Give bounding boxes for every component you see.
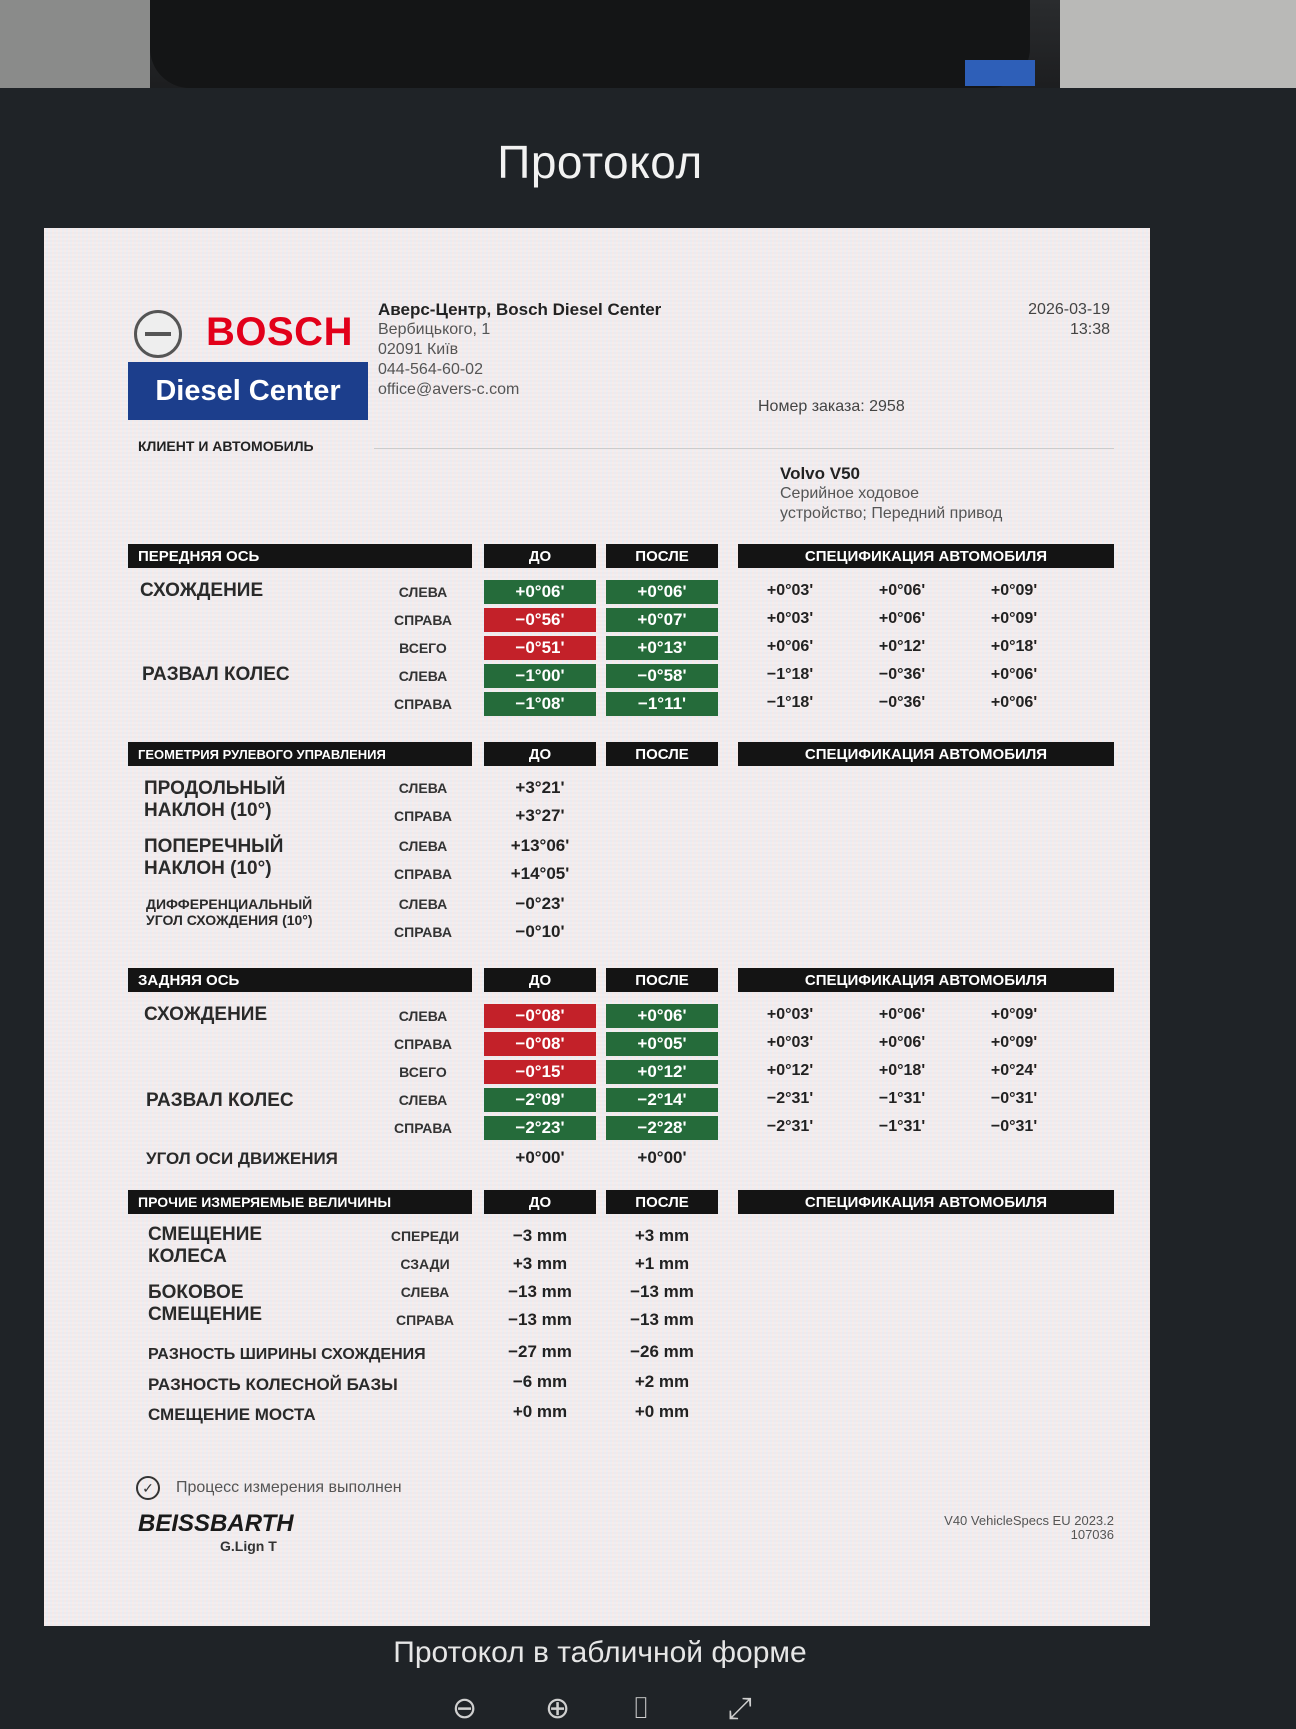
vehicle-desc-2: устройство; Передний привод [780, 505, 1003, 522]
front-spec-header: СПЕЦИФИКАЦИЯ АВТОМОБИЛЯ [738, 544, 1114, 568]
caster-label-line1: ПРОДОЛЬНЫЙ [144, 778, 286, 799]
spec-min: −2°31' [766, 1090, 814, 1107]
front-toe-left-after: +0°06' [606, 580, 718, 604]
rear-after-header: ПОСЛЕ [606, 968, 718, 992]
front-camber-left-after: −0°58' [606, 664, 718, 688]
thrust-angle-after: +0°00' [637, 1148, 687, 1167]
spec-min: −2°31' [766, 1118, 814, 1135]
other-after-header: ПОСЛЕ [606, 1190, 718, 1214]
steering-after-header: ПОСЛЕ [606, 742, 718, 766]
front-toe-total-after: +0°13' [606, 636, 718, 660]
front-after-header: ПОСЛЕ [606, 544, 718, 568]
company-name: Аверс-Центр, Bosch Diesel Center [378, 300, 662, 319]
spec-max: −0°31' [990, 1090, 1038, 1107]
wheelbase-diff-label: РАЗНОСТЬ КОЛЕСНОЙ БАЗЫ [148, 1375, 398, 1394]
setback-front-before: −3 mm [512, 1226, 568, 1245]
front-row-side: ВСЕГО [399, 640, 447, 656]
vehicle-info [780, 464, 1002, 524]
spec-max: +0°09' [990, 610, 1038, 627]
other-row-side: СЗАДИ [400, 1256, 450, 1272]
spec-max: +0°18' [990, 638, 1038, 655]
spec-nominal: −1°31' [878, 1118, 926, 1135]
front-toe-label: СХОЖДЕНИЕ [140, 580, 264, 601]
spec-max: +0°06' [990, 694, 1038, 711]
front-camber-left-before: −1°00' [484, 664, 596, 688]
toe-diff-label-line2: УГОЛ СХОЖДЕНИЯ (10°) [146, 912, 313, 928]
front-camber-label: РАЗВАЛ КОЛЕС [142, 664, 290, 685]
sai-left-before: +13°06' [510, 836, 570, 855]
spec-min: +0°06' [766, 638, 814, 655]
fit-page-icon[interactable]: ⌷ [632, 1692, 650, 1725]
lateral-label-line2: СМЕЩЕНИЕ [148, 1304, 263, 1325]
spec-nominal: +0°18' [878, 1062, 926, 1079]
axle-offset-after: +0 mm [634, 1402, 690, 1421]
spec-nominal: −0°36' [878, 666, 926, 683]
photo-background [0, 0, 1296, 92]
vehicle-model: Volvo V50 [780, 464, 860, 483]
front-toe-right-after: +0°07' [606, 608, 718, 632]
spec-nominal: +0°12' [878, 638, 926, 655]
track-diff-after: −26 mm [630, 1342, 694, 1361]
rear-toe-total-after: +0°12' [606, 1060, 718, 1084]
toe-diff-right-before: −0°10' [515, 922, 565, 941]
spec-max: +0°09' [990, 582, 1038, 599]
other-before-header: ДО [484, 1190, 596, 1214]
spec-nominal: −0°36' [878, 694, 926, 711]
beissbarth-logo: BEISSBARTH [138, 1510, 294, 1537]
sai-label-line2: НАКЛОН (10°) [144, 858, 272, 879]
company-info [378, 300, 661, 400]
viewer-toolbar [0, 1692, 1296, 1729]
spec-source-line1: V40 VehicleSpecs EU 2023.2 [944, 1513, 1114, 1528]
front-row-side: СПРАВА [394, 696, 452, 712]
rear-row-side: СПРАВА [394, 1120, 452, 1136]
axle-offset-label: СМЕЩЕНИЕ МОСТА [148, 1405, 316, 1424]
other-header: ПРОЧИЕ ИЗМЕРЯЕМЫЕ ВЕЛИЧИНЫ [128, 1190, 472, 1214]
order-number: Номер заказа: 2958 [758, 398, 905, 415]
front-row-side: СПРАВА [394, 612, 452, 628]
front-toe-left-before: +0°06' [484, 580, 596, 604]
view-caption: Протокол в табличной форме [393, 1636, 807, 1669]
process-status-text: Процесс измерения выполнен [176, 1479, 402, 1496]
rear-toe-label: СХОЖДЕНИЕ [144, 1004, 268, 1025]
rear-camber-left-after: −2°14' [606, 1088, 718, 1112]
rear-camber-left-before: −2°09' [484, 1088, 596, 1112]
spec-nominal: −1°31' [878, 1090, 926, 1107]
company-phone: 044-564-60-02 [378, 361, 483, 378]
spec-nominal: +0°06' [878, 582, 926, 599]
zoom-in-icon[interactable]: ⊕ [545, 1692, 571, 1725]
steering-row-side: СПРАВА [394, 808, 452, 824]
lateral-right-after: −13 mm [630, 1310, 694, 1329]
spec-source-line2: 107036 [1070, 1527, 1114, 1542]
galign-logo: G.Lign T [220, 1538, 277, 1554]
rear-camber-right-after: −2°28' [606, 1116, 718, 1140]
spec-min: −1°18' [766, 666, 814, 683]
company-address-2: 02091 Київ [378, 341, 459, 358]
spec-max: +0°09' [990, 1006, 1038, 1023]
spec-min: +0°03' [766, 1006, 814, 1023]
rear-row-side: СЛЕВА [398, 1092, 448, 1108]
other-row-side: СПЕРЕДИ [390, 1228, 460, 1244]
rear-spec-header: СПЕЦИФИКАЦИЯ АВТОМОБИЛЯ [738, 968, 1114, 992]
setback-label-line2: КОЛЕСА [148, 1246, 227, 1267]
divider [374, 448, 1114, 449]
thrust-angle-before: +0°00' [515, 1148, 565, 1167]
spec-nominal: +0°06' [878, 1006, 926, 1023]
rear-toe-right-after: +0°05' [606, 1032, 718, 1056]
front-row-side: СЛЕВА [398, 584, 448, 600]
rear-toe-total-before: −0°15' [484, 1060, 596, 1084]
spec-source [804, 1514, 1114, 1542]
diesel-center-logo: Diesel Center [128, 362, 368, 420]
report-time: 13:38 [1069, 321, 1110, 338]
rear-toe-left-after: +0°06' [606, 1004, 718, 1028]
front-before-header: ДО [484, 544, 596, 568]
spec-max: −0°31' [990, 1118, 1038, 1135]
rear-row-side: ВСЕГО [399, 1064, 447, 1080]
other-spec-header: СПЕЦИФИКАЦИЯ АВТОМОБИЛЯ [738, 1190, 1114, 1214]
sai-label [144, 836, 283, 880]
protocol-document[interactable] [44, 228, 1150, 1626]
bosch-logo: BOSCH [206, 310, 353, 354]
lateral-right-before: −13 mm [508, 1310, 572, 1329]
front-axle-header: ПЕРЕДНЯЯ ОСЬ [128, 544, 472, 568]
thrust-angle-label: УГОЛ ОСИ ДВИЖЕНИЯ [146, 1149, 338, 1168]
steering-row-side: СЛЕВА [398, 896, 448, 912]
date-time [924, 300, 1110, 340]
track-diff-label: РАЗНОСТЬ ШИРИНЫ СХОЖДЕНИЯ [148, 1346, 426, 1363]
process-status [136, 1476, 402, 1500]
setback-rear-before: +3 mm [512, 1254, 568, 1273]
company-address-1: Вербицького, 1 [378, 321, 491, 338]
bosch-emblem-icon [134, 310, 182, 358]
spec-min: −1°18' [766, 694, 814, 711]
steering-row-side: СПРАВА [394, 866, 452, 882]
rear-row-side: СПРАВА [394, 1036, 452, 1052]
steering-header: ГЕОМЕТРИЯ РУЛЕВОГО УПРАВЛЕНИЯ [128, 742, 472, 766]
front-camber-right-after: −1°11' [606, 692, 718, 716]
caster-label-line2: НАКЛОН (10°) [144, 800, 272, 821]
steering-spec-header: СПЕЦИФИКАЦИЯ АВТОМОБИЛЯ [738, 742, 1114, 766]
spec-min: +0°03' [766, 610, 814, 627]
lateral-offset-label [148, 1282, 262, 1326]
background-blue-object [965, 60, 1035, 86]
wheelbase-diff-after: +2 mm [634, 1372, 690, 1391]
lateral-label-line1: БОКОВОЕ [148, 1282, 244, 1303]
background-wall-left [0, 0, 150, 88]
track-diff-before: −27 mm [508, 1342, 572, 1361]
spec-min: +0°03' [766, 1034, 814, 1051]
other-row-side: СЛЕВА [400, 1284, 450, 1300]
report-date: 2026-03-19 [1028, 301, 1110, 318]
vehicle-desc-1: Серийное ходовое [780, 485, 920, 502]
steering-row-side: СЛЕВА [398, 780, 448, 796]
spec-max: +0°09' [990, 1034, 1038, 1051]
client-section-label: КЛИЕНТ И АВТОМОБИЛЬ [138, 438, 314, 454]
rear-camber-right-before: −2°23' [484, 1116, 596, 1140]
rear-camber-label: РАЗВАЛ КОЛЕС [146, 1090, 294, 1111]
rear-before-header: ДО [484, 968, 596, 992]
page-title: Протокол [497, 136, 703, 188]
rear-axle-header: ЗАДНЯЯ ОСЬ [128, 968, 472, 992]
caster-left-before: +3°21' [515, 778, 565, 797]
rear-toe-right-before: −0°08' [484, 1032, 596, 1056]
spec-nominal: +0°06' [878, 1034, 926, 1051]
caster-right-before: +3°27' [515, 806, 565, 825]
setback-rear-after: +1 mm [634, 1254, 690, 1273]
spec-nominal: +0°06' [878, 610, 926, 627]
rear-toe-left-before: −0°08' [484, 1004, 596, 1028]
front-toe-right-before: −0°56' [484, 608, 596, 632]
fullscreen-icon[interactable]: ⤢ [728, 1692, 752, 1725]
spec-max: +0°24' [990, 1062, 1038, 1079]
lateral-left-before: −13 mm [508, 1282, 572, 1301]
sai-label-line1: ПОПЕРЕЧНЫЙ [144, 836, 284, 857]
toe-diff-label-line1: ДИФФЕРЕНЦИАЛЬНЫЙ [146, 896, 313, 912]
background-wall-right [1060, 0, 1296, 88]
front-camber-right-before: −1°08' [484, 692, 596, 716]
zoom-out-icon[interactable]: ⊖ [452, 1692, 478, 1725]
spec-max: +0°06' [990, 666, 1038, 683]
steering-row-side: СЛЕВА [398, 838, 448, 854]
steering-before-header: ДО [484, 742, 596, 766]
front-row-side: СЛЕВА [398, 668, 448, 684]
background-device [150, 0, 1030, 88]
setback-label-line1: СМЕЩЕНИЕ [148, 1224, 263, 1245]
other-row-side: СПРАВА [396, 1312, 454, 1328]
check-circle-icon: ✓ [136, 1476, 160, 1500]
toe-diff-left-before: −0°23' [515, 894, 565, 913]
steering-row-side: СПРАВА [394, 924, 452, 940]
toe-diff-label [146, 896, 313, 928]
spec-min: +0°12' [766, 1062, 814, 1079]
company-email: office@avers-c.com [378, 381, 520, 398]
spec-min: +0°03' [766, 582, 814, 599]
wheelbase-diff-before: −6 mm [512, 1372, 568, 1391]
setback-front-after: +3 mm [634, 1226, 690, 1245]
front-toe-total-before: −0°51' [484, 636, 596, 660]
lateral-left-after: −13 mm [630, 1282, 694, 1301]
caster-label [144, 778, 285, 822]
sai-right-before: +14°05' [510, 864, 570, 883]
rear-row-side: СЛЕВА [398, 1008, 448, 1024]
axle-offset-before: +0 mm [512, 1402, 568, 1421]
setback-label [148, 1224, 262, 1268]
